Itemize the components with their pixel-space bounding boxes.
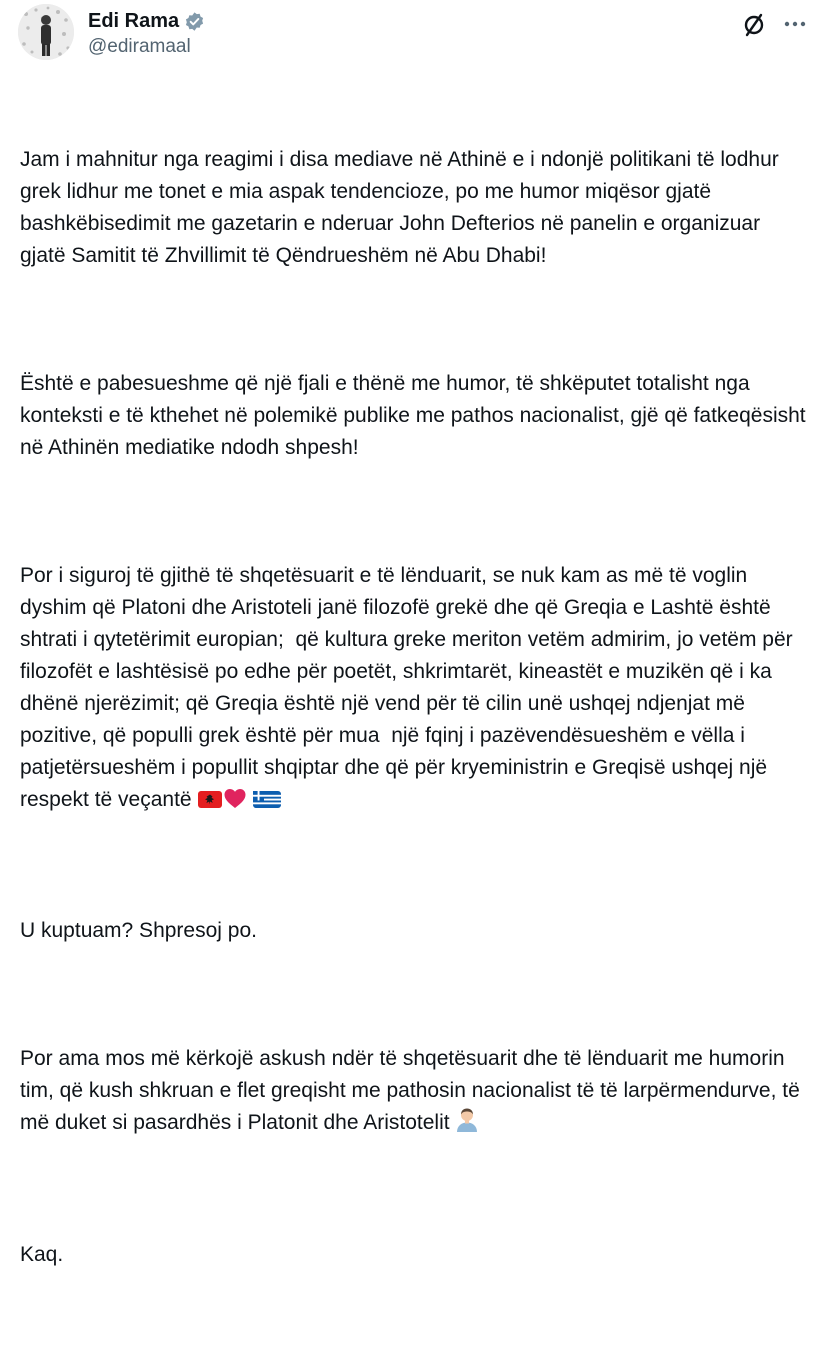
tweet-paragraph-5 bbox=[20, 1043, 810, 1143]
tweet-header bbox=[18, 4, 808, 64]
grok-slash-circle-icon[interactable] bbox=[740, 10, 768, 38]
tweet-paragraph-2: Është e pabesueshme që një fjali e thënë me humor, të shkëputet totalisht nga konteksti e të kthehet në polemikë publike me pathos nacionalist, gjë që fatkeqësisht në Athinën mediatike ndodh shpesh! bbox=[20, 372, 812, 459]
tweet-paragraph-1: Jam i mahnitur nga reagimi i disa mediave në Athinë e i ndonjë politikani të lodhur grek lidhur me tonet e mia aspak tendencioze, po me humor miqësor gjatë bashkëbisedimit me gazetarin e nderuar John Defterios në panelin e organizuar gjatë Samitit të Zhvillimit të Qëndrueshëm në Abu Dhabi! bbox=[20, 148, 785, 267]
more-horizontal-icon[interactable] bbox=[782, 11, 808, 37]
header-actions bbox=[740, 10, 808, 38]
albania-flag-icon bbox=[198, 787, 222, 819]
display-name-row bbox=[88, 8, 205, 34]
author-names bbox=[88, 8, 205, 58]
avatar-image bbox=[18, 4, 74, 60]
tweet-paragraph-4: U kuptuam? Shpresoj po. bbox=[20, 919, 257, 942]
greece-flag-icon bbox=[253, 787, 281, 819]
display-name[interactable]: Edi Rama bbox=[88, 9, 180, 32]
tweet-paragraph-6: Kaq. bbox=[20, 1243, 64, 1266]
handle[interactable]: @ediramaal bbox=[88, 36, 191, 57]
verified-badge-icon[interactable] bbox=[184, 11, 205, 32]
tweet-paragraph-3-text: Por i siguroj të gjithë të shqetësuarit e të lënduarit, se nuk kam as më të voglin dyshim që Platoni dhe Aristoteli janë filozofë grekë dhe që Greqia e Lashtë është shtrati i qytetërimit europian; që kultura greke meriton vetëm admirim, jo vetëm për filozofët e lashtësisë po edhe për poetët, shkrimtarët, kineastët e muzikën që i ka dhënë njerëzimit; që Greqia është një vend për të cilin unë ushqej ndjenjat më pozitive, që populli grek është për mua një fqinj i pazëvendësueshëm e vëlla i patjetërsueshëm i popullit shqiptar dhe që për kryeministrin e Greqisë ushqej një respekt të veçantë bbox=[20, 564, 799, 811]
tweet-paragraph-5-text: Por ama mos më kërkojë askush ndër të shqetësuarit dhe të lënduarit me humorin tim, që kush shkruan e flet greqisht me pathosin nacionalist të të larpërmendurve, të më duket si pasardhës i Platonit dhe Aristotelit bbox=[20, 1047, 806, 1134]
tweet-paragraph-3 bbox=[20, 560, 810, 819]
tweet-text bbox=[20, 80, 810, 1367]
man-shrugging-icon bbox=[454, 1107, 480, 1143]
avatar[interactable] bbox=[18, 4, 74, 60]
red-heart-icon bbox=[223, 787, 247, 819]
